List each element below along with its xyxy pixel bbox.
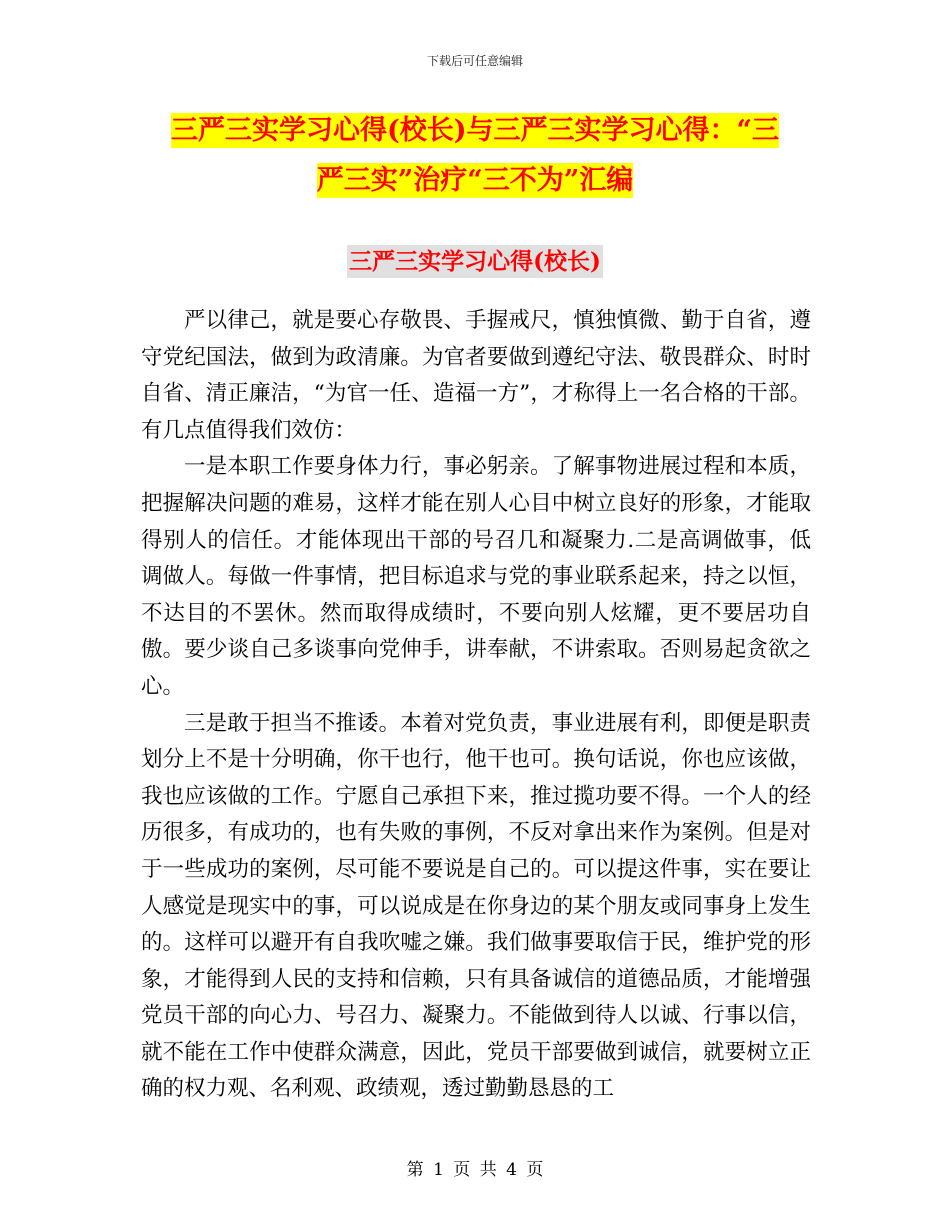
paragraph: 严以律己，就是要心存敬畏、手握戒尺，慎独慎微、勤于自省，遵守党纪国法，做到为政清廉。为官者要做到遵纪守法、敬畏群众、时时自省、清正廉洁，“为官一任、造福一方”，才称得上一名合格的干部。有几点值得我们效仿： — [141, 308, 811, 443]
document-title — [130, 106, 820, 206]
header-note: 下载后可任意编辑 — [426, 54, 523, 68]
paragraph: 三是敢于担当不推诿。本着对党负责，事业进展有利，即便是职责划分上不是十分明确，你干也行，他干也可。换句话说，你也应该做，我也应该做的工作。宁愿自己承担下来，推过揽功要不得。一个人的经历很多，有成功的，也有失败的事例，不反对拿出来作为案例。但是对于一些成功的案例，尽可能不要说是自己的。可以提这件事，实在要让人感觉是现实中的事，可以说成是在你身边的某个朋友或同事身上发生的。这样可以避开有自我吹嘘之嫌。我们做事要取信于民，维护党的形象，才能得到人民的支持和信赖，只有具备诚信的道德品质，才能增强党员干部的向心力、号召力、凝聚力。不能做到待人以诚、行事以信，就不能在工作中使群众满意，因此，党员干部要做到诚信，就要树立正确的权力观、名利观、政绩观，透过勤勤恳恳的工 — [141, 710, 811, 1102]
page-footer: 第 1 页 共 4 页 — [406, 1160, 544, 1180]
paragraph: 一是本职工作要身体力行，事必躬亲。了解事物进展过程和本质，把握解决问题的难易，这样才能在别人心目中树立良好的形象，才能取得别人的信任。才能体现出干部的号召几和凝聚力.二是高调做事，低调做人。每做一件事情，把目标追求与党的事业联系起来，持之以恒，不达目的不罢休。然而取得成绩时，不要向别人炫耀，更不要居功自傲。要少谈自己多谈事向党伸手，讲奉献，不讲索取。否则易起贪欲之心。 — [141, 454, 811, 699]
title-line-2: 严三实”治疗“三不为”汇编 — [316, 165, 634, 196]
section-title — [0, 243, 950, 276]
body-text — [141, 303, 811, 1108]
section-title-text: 三严三实学习心得(校长) — [347, 245, 603, 278]
title-line-1: 三严三实学习心得(校长)与三严三实学习心得：“三 — [170, 115, 780, 146]
